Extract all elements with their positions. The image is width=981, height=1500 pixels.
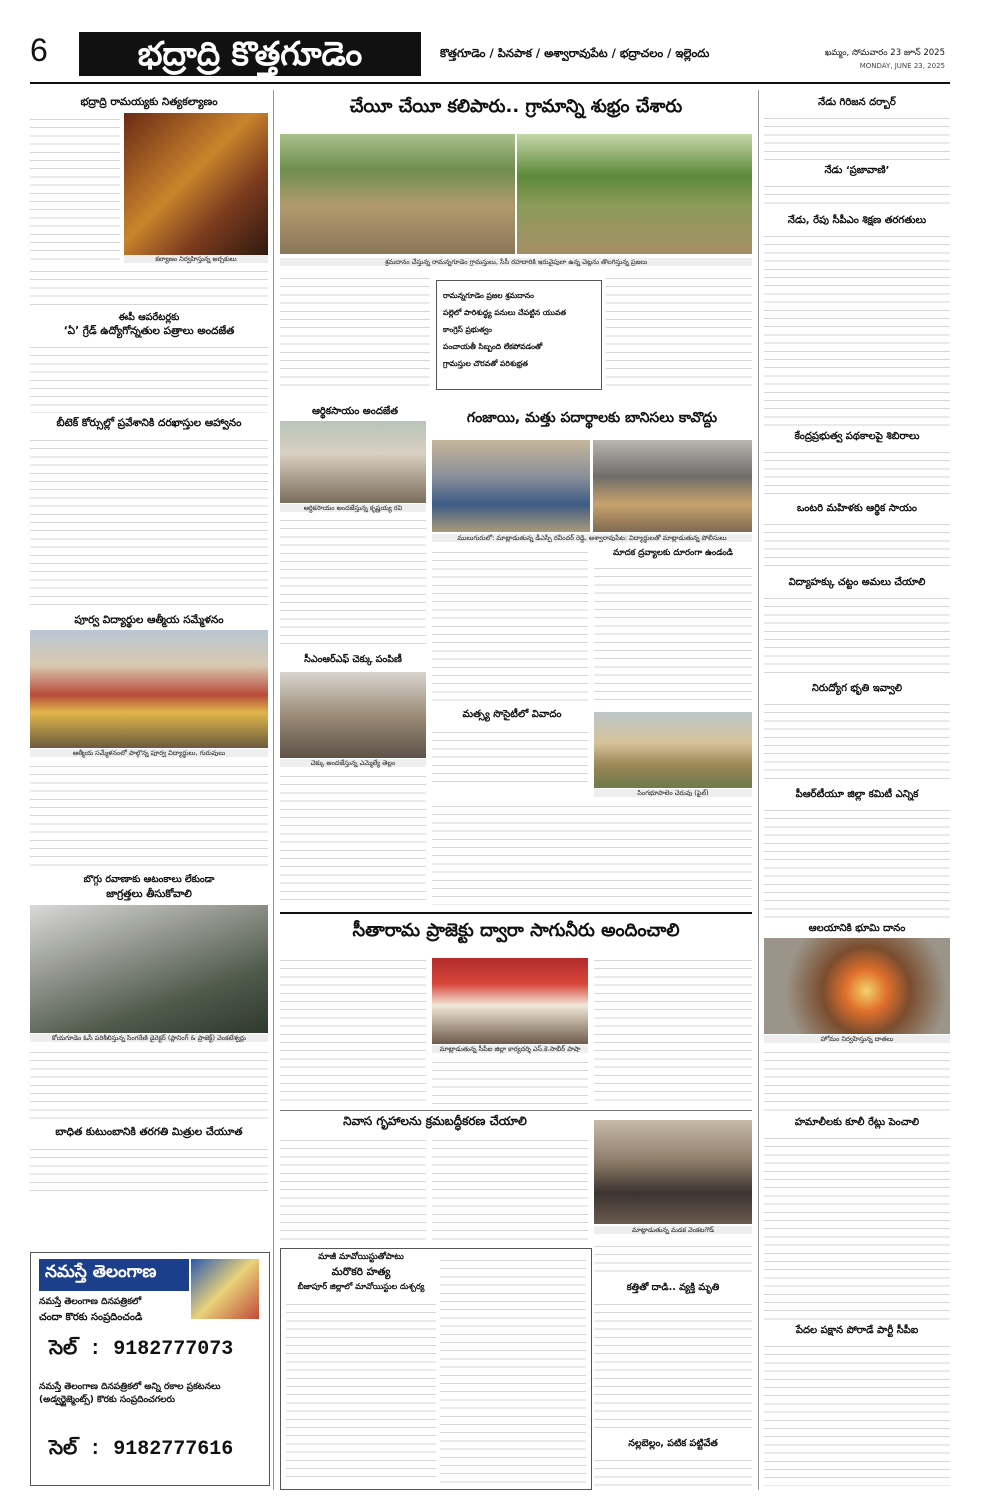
section-rule [280,912,752,914]
ad-line3: నమస్తే తెలంగాణ దినపత్రికలో అన్ని రకాల ప్రకటనలు (అడ్వర్టైజ్మెంట్స్) కొరకు సంప్రదించగలరు [39,1382,221,1405]
photo-caption: హోమం నిర్వహిస్తున్న దాతలు [764,1035,950,1043]
headline-ganja: గంజాయి, మత్తు పదార్థాలకు బానిసలు కావొద్దు [466,410,718,426]
headline-cpm-training: నేడు, రేపు సీపీఎం శిక్షణ తరగతులు [787,215,927,226]
photo-coal-mine [30,905,268,1033]
headline-sitarama: సీతారామ ప్రాజెక్టు ద్వారా సాగునీరు అందించాలి [352,920,680,941]
photo-caption: మాట్లాడుతున్న సీపీఐ జిల్లా కార్యదర్శి ఎస్.కె.సాబీర్ పాషా [432,1045,588,1053]
headline-coal-b: జాగ్రత్తలు తీసుకోవాలి [106,888,192,900]
article-body [30,1046,268,1121]
headline-btech: బీటెక్ కోర్సుల్లో ప్రవేశానికి దరఖాస్తుల ఆహ్వానం [56,417,242,429]
headline-jaggery: నల్లబెల్లం, పటిక పట్టివేత [628,1438,718,1449]
photo-caption: ఆత్మీయ సమ్మేళనంలో పాల్గొన్న పూర్వ విద్యార్థులు, గురువులు [30,749,268,757]
article-body [286,1298,436,1484]
date-english: MONDAY, JUNE 23, 2025 [859,62,945,70]
headline-prajavani: నేడు ‘ప్రజావాణి’ [824,165,890,176]
newspaper-edition-title: భద్రాద్రి కొత్తగూడెం [79,32,421,76]
photo-caption: కోయగూడెం ఓసీ పరిశీలిస్తున్న సింగరేణి డైరెక్టర్ (ప్లానింగ్ & ప్రాజెక్ట్) వెంకటేశ్వర్లు [30,1034,268,1042]
headline-prtu: పీఆర్‌టీయూ జిల్లా కమిటీ ఎన్నిక [795,789,919,800]
article-body [30,341,268,413]
ad-brand: నమస్తే తెలంగాణ [45,1262,157,1282]
photo-kalyanam [124,113,268,255]
masthead-rule [30,82,950,84]
article-body [280,770,426,905]
article-body [764,592,950,678]
headline-rte-act: విద్యాహక్కు చట్టం అమలు చేయాలి [788,577,926,588]
ad-line2: చందా కొరకు సంప్రదించండి [39,1312,143,1323]
article-body [764,446,950,498]
photo-caption: సింగభూపాలెం చెరువు (ఫైల్) [594,789,752,797]
ad-newspaper-image [191,1259,259,1319]
headline-maoist-c: బీజాపూర్ జిల్లాలో మావోయిస్టుల దుశ్చర్య [297,1282,425,1291]
headline-fisheries: మత్స్య సొసైటీలో వివాదం [462,709,562,720]
bullet-item: పంచాయతీ సిబ్బంది లేకపోవడంతో [443,342,543,351]
photo-caption: కల్యాణం నిర్వహిస్తున్న అర్చకులు [124,255,268,263]
article-body [764,180,950,210]
headline-unemployment: నిరుద్యోగ భృతి ఇవ్వాలి [811,683,903,694]
bullet-item: గ్రామస్తుల చొరవతో పరిశుభ్రత [443,359,528,368]
headline-cpi-party: పేదల పక్షాన పోరాడే పార్టీ సీపీఐ [795,1325,919,1336]
article-body [280,514,426,646]
column-divider [758,90,759,1490]
article-body [594,562,752,702]
article-body [30,434,268,610]
article-body [280,954,426,1104]
headline-ramayya: భద్రాద్రి రామయ్యకు నిత్యకల్యాణం [80,96,218,108]
headline-classmates: బాధిత కుటుంబానికి తరగతి మిత్రుల చేయూత [55,1126,243,1138]
section-rule [280,1110,752,1111]
headline-single-woman-aid: ఒంటరి మహిళకు ఆర్థిక సాయం [797,503,917,514]
article-body [764,230,950,426]
date-telugu: ఖమ్మం, సోమవారం 23 జూన్ 2025 [824,48,945,58]
page-number: 6 [30,32,48,68]
article-body [440,1254,586,1484]
masthead [0,0,981,84]
headline-maoist-a: మాజీ మావోయిస్టుతోపాటు [318,1252,404,1262]
lead-headline: చేయీ చేయీ కలిపారు.. గ్రామాన్ని శుభ్రం చేశారు [349,96,683,117]
photo-caption: మాట్లాడుతున్న మడక వెంకటగౌడ్ [594,1226,752,1234]
photo-caption: ములుగురులో: మాట్లాడుతున్న డీఎస్పీ రవీందర్ రెడ్డి, అశ్వారావుపేట: విద్యార్థులతో మాట్లాడుతున్న పోలీసులు [432,534,752,542]
article-body [30,265,268,305]
photo-housing [594,1120,752,1224]
ad-logo [39,1259,189,1291]
headline-knife-attack: కత్తితో దాడి.. వ్యక్తి మృతి [626,1282,720,1293]
bullet-item: పల్లెలో పారిశుద్ధ్య పనులు చేపట్టిన యువత [443,308,567,317]
article-body [30,1143,268,1193]
headline-ep-operators-a: ఈపీ ఆపరేటర్లకు [118,312,180,323]
photo-police-awareness-2 [593,440,752,532]
photo-shramadanam-2 [517,134,752,254]
photo-pond [594,712,752,788]
article-body [764,518,950,572]
headline-housing: నివాస గృహాలను క్రమబద్ధీకరణ చేయాలి [343,1114,527,1128]
photo-financial-aid [280,421,426,503]
photo-cpi-meeting [432,958,588,1044]
column-divider [273,90,274,1490]
photo-cmrf [280,672,426,758]
headline-central-schemes: కేంద్రప్రభుత్వ పథకాలపై శిబిరాలు [794,431,920,442]
ad-phone-advertisement: సెల్ : 9182777616 [49,1438,234,1461]
photo-homam [764,938,950,1034]
bullet-item: కాంగ్రెస్ ప్రభుత్వం [443,325,492,334]
photo-caption: చెక్కు అందజేస్తున్న ఎమ్మెల్యే తెల్లం [280,759,426,767]
headline-alumni: పూర్వ విద్యార్థుల ఆత్మీయ సమ్మేళనం [74,614,224,626]
bullet-item: రామన్నగూడెం ప్రజల శ్రమదానం [443,291,534,300]
article-body [432,726,588,788]
photo-shramadanam-1 [280,134,515,254]
advertisement-box [30,1252,270,1486]
photo-alumni [30,630,268,748]
article-body [30,760,268,870]
lead-bullet-box [436,280,602,390]
article-body [432,1056,588,1104]
article-body [594,1454,752,1486]
ad-line1: నమస్తే తెలంగాణ దినపత్రికలో [39,1297,142,1307]
article-body [764,1132,950,1320]
photo-caption: ఆర్థికసాయం అందజేస్తున్న కృష్ణయ్య రవి [280,504,426,512]
article-body [30,113,120,263]
headline-cmrf: సీఎంఆర్ఎఫ్ చెక్కు పంపిణీ [304,654,402,665]
headline-tribal-darbar: నేడు గిరిజన దర్బార్ [818,97,896,108]
photo-police-awareness-1 [432,440,590,532]
headline-temple-land: ఆలయానికి భూమి దానం [808,923,906,934]
headline-drugs: మాదక ద్రవ్యాలకు దూరంగా ఉండండి [613,548,733,558]
edition-places: కొత్తగూడెం / పినపాక / అశ్వారావుపేట / భద్రాచలం / ఇల్లెందు [440,46,710,60]
article-body [432,1134,588,1242]
headline-hamali: హమాలీలకు కూలీ రేట్లు పెంచాలి [794,1117,920,1128]
article-body [764,1046,950,1112]
article-body [594,954,752,1104]
article-body [594,1240,752,1278]
headline-ep-operators-b: ‘ఏ’ గ్రేడ్ ఉద్యోగోన్నతుల పత్రాలు అందజేత [63,325,235,337]
article-body [764,698,950,784]
article-body [280,272,430,392]
headline-financial-aid: ఆర్థికసాయం అందజేత [311,406,399,417]
headline-coal-a: బొగ్గు రవాణాకు ఆటంకాలు లేకుండా [83,874,215,885]
ad-phone-subscription: సెల్ : 9182777073 [49,1338,234,1361]
article-body [764,804,950,918]
article-body [432,546,588,702]
article-body [764,1340,950,1486]
photo-caption: శ్రమదానం చేస్తున్న రామన్నగూడెం గ్రామస్తులు, సీసీ రహదారికి ఇరువైపులా ఉన్న చెట్లను తొలగిస్తున్న ప్రజలు [280,258,752,266]
article-body [764,112,950,160]
article-body [280,1134,426,1242]
article-body [432,800,752,905]
article-body [606,272,752,392]
headline-maoist-b: మరొకరి హత్య [331,1266,391,1278]
article-body [594,1298,752,1428]
